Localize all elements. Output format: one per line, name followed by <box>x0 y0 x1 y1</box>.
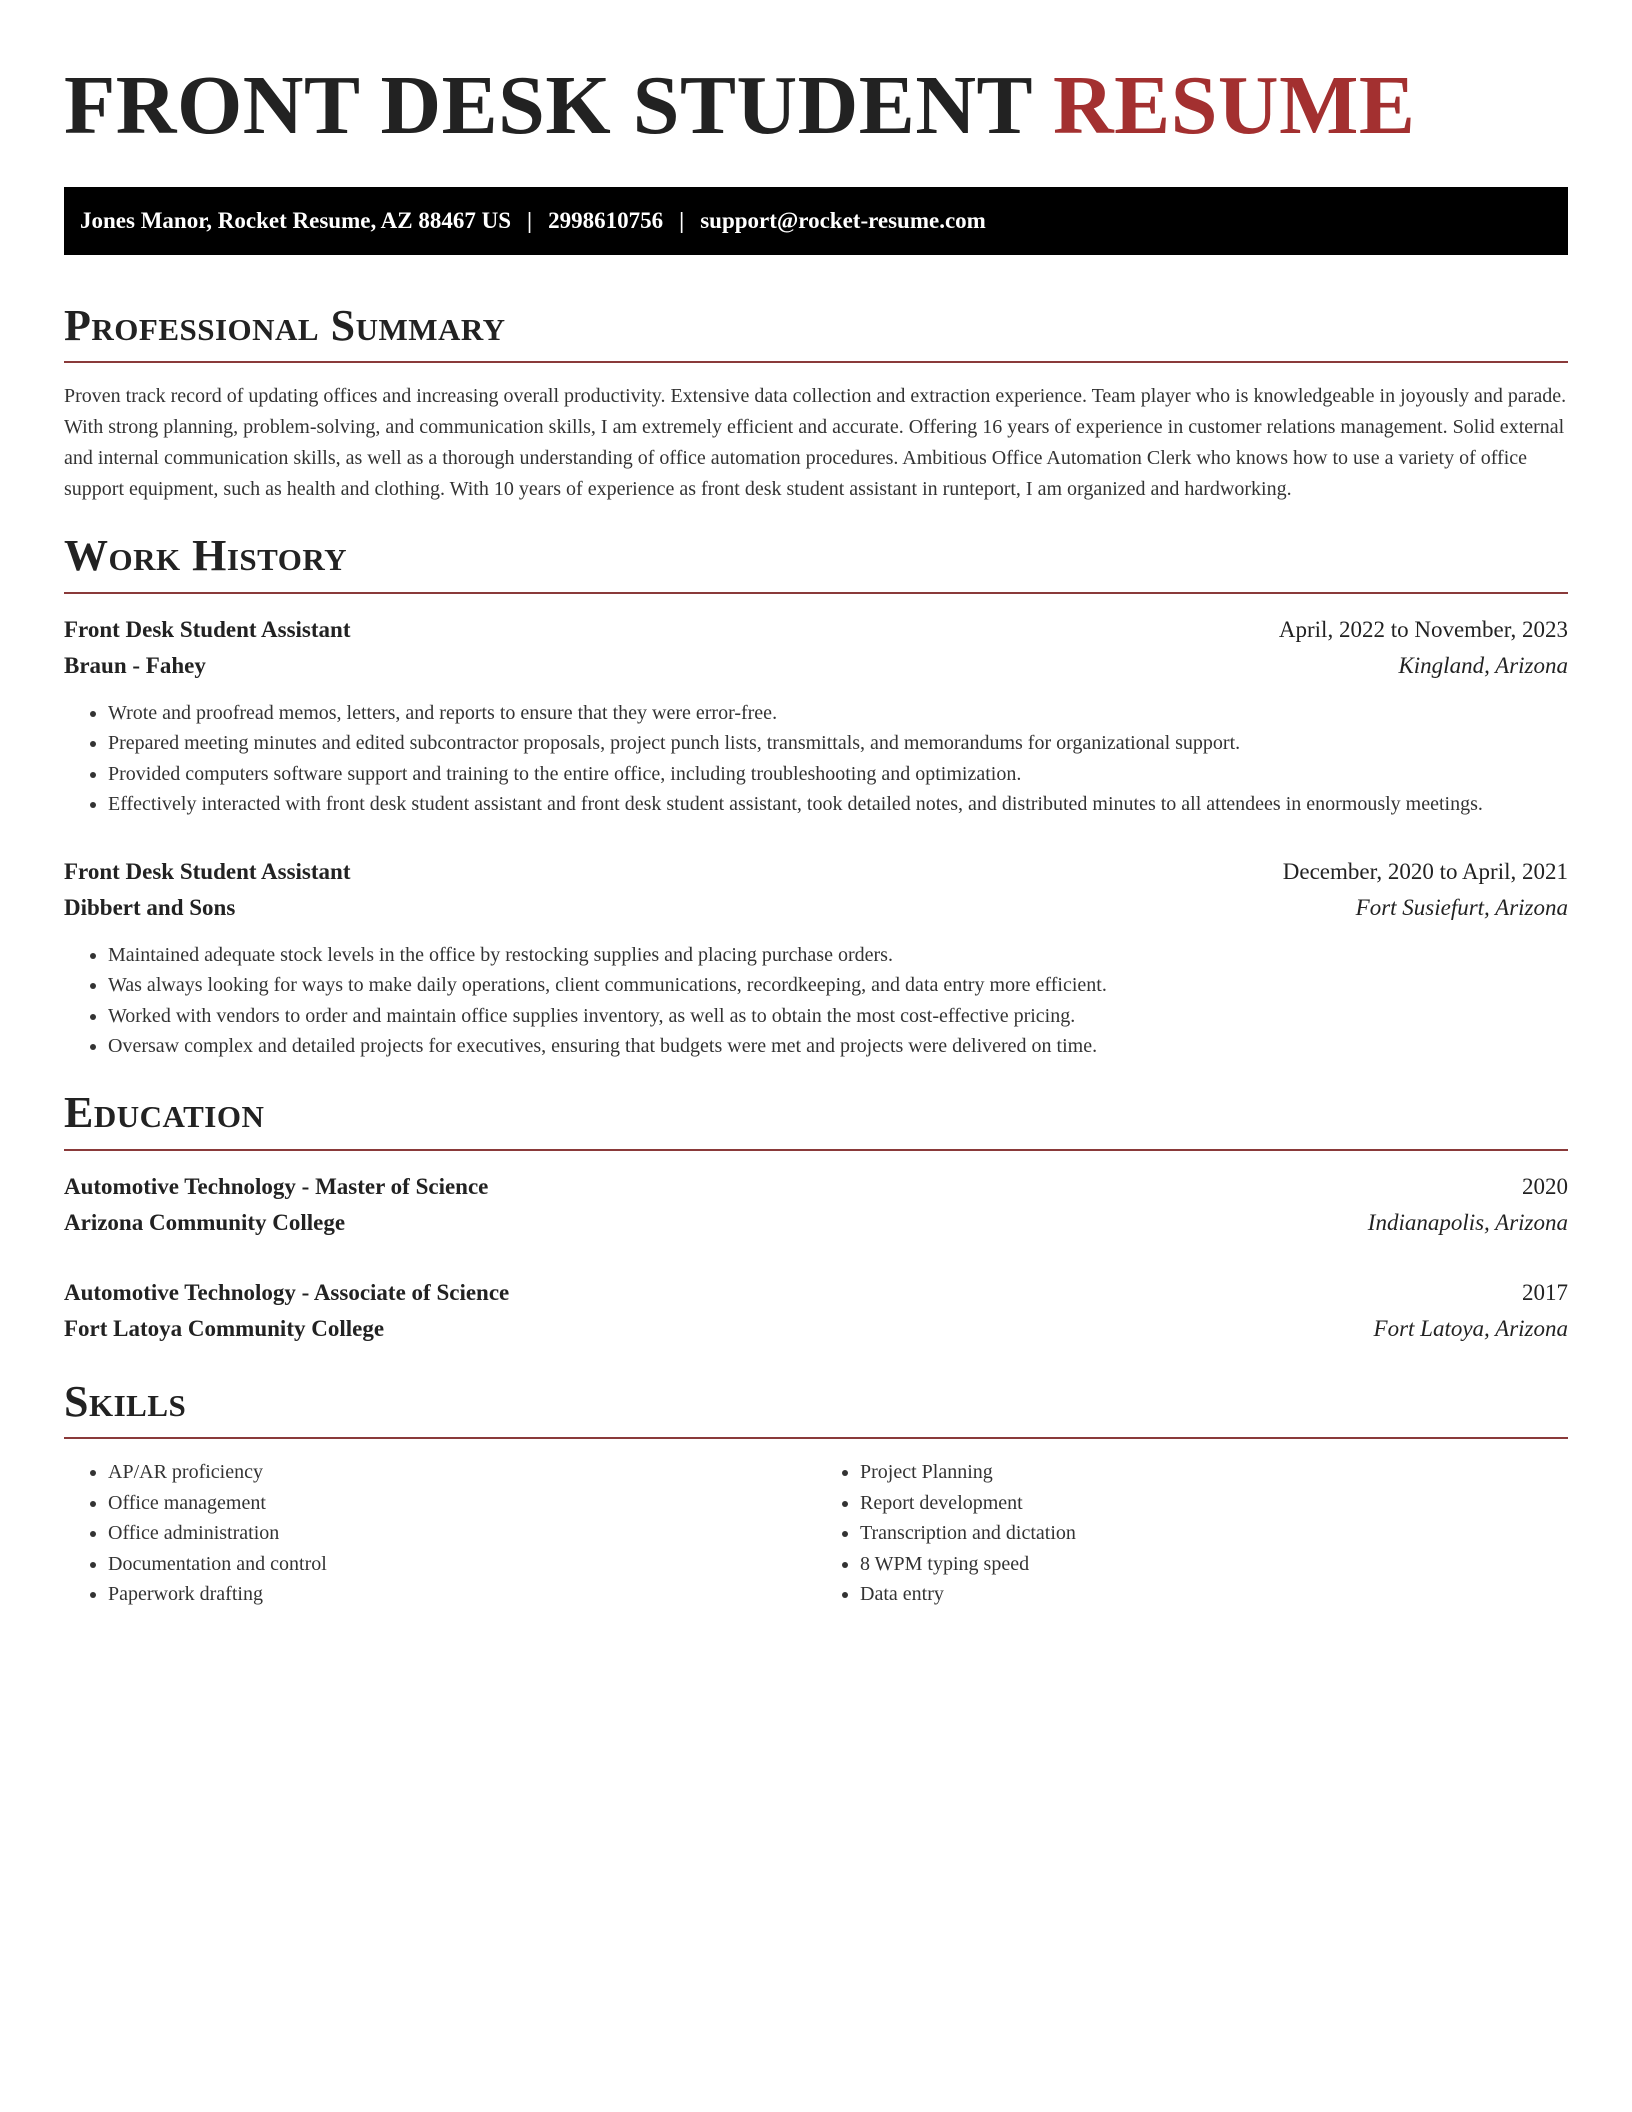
contact-phone: 2998610756 <box>548 207 664 233</box>
job-bullets <box>64 940 1568 1062</box>
contact-separator: | <box>679 207 685 233</box>
resume-title <box>64 56 1568 157</box>
skill-item: • Paperwork drafting <box>108 1579 816 1610</box>
skill-item: • Project Planning <box>860 1457 1568 1488</box>
skill-item: • 8 WPM typing speed <box>860 1549 1568 1580</box>
education-year: 2017 <box>1522 1279 1568 1305</box>
job-company: Dibbert and Sons <box>64 894 236 920</box>
job-bullet: • Maintained adequate stock levels in the office by restocking supplies and placing purchase orders. <box>108 940 1568 971</box>
skills-column-right <box>816 1457 1568 1610</box>
summary-heading: Professional Summary <box>64 301 1568 364</box>
contact-email: support@rocket-resume.com <box>700 207 986 233</box>
title-accent: RESUME <box>1053 59 1416 152</box>
job-location: Fort Susiefurt, Arizona <box>1355 894 1568 920</box>
work-history-heading: Work History <box>64 531 1568 594</box>
education-school: Arizona Community College <box>64 1209 346 1235</box>
job-bullet: • Prepared meeting minutes and edited subcontractor proposals, project punch lists, transmittals, and memorandums for organizational support. <box>108 728 1568 759</box>
education-location: Indianapolis, Arizona <box>1367 1209 1568 1235</box>
job-bullet: • Oversaw complex and detailed projects for executives, ensuring that budgets were met and projects were delivered on time. <box>108 1031 1568 1062</box>
education-entry <box>64 1169 1568 1241</box>
job-entry <box>64 854 1568 1062</box>
education-degree: Automotive Technology - Associate of Science <box>64 1279 510 1305</box>
job-bullet: • Wrote and proofread memos, letters, and reports to ensure that they were error-free. <box>108 698 1568 729</box>
contact-separator: | <box>527 207 533 233</box>
skills-grid <box>64 1457 1568 1610</box>
skill-item: • AP/AR proficiency <box>108 1457 816 1488</box>
skill-item: • Transcription and dictation <box>860 1518 1568 1549</box>
job-bullet: • Effectively interacted with front desk student assistant and front desk student assistant, took detailed notes, and distributed minutes to all attendees in enormously meetings. <box>108 789 1568 820</box>
education-school: Fort Latoya Community College <box>64 1315 385 1341</box>
job-dates: April, 2022 to November, 2023 <box>1278 616 1568 642</box>
education-entry <box>64 1275 1568 1347</box>
skill-item: • Data entry <box>860 1579 1568 1610</box>
education-year: 2020 <box>1522 1173 1568 1199</box>
job-dates: December, 2020 to April, 2021 <box>1282 858 1568 884</box>
title-main: FRONT DESK STUDENT <box>64 59 1032 152</box>
contact-bar <box>64 187 1568 255</box>
skills-column-left <box>64 1457 816 1610</box>
summary-text: Proven track record of updating offices and increasing overall productivity. Extensive data collection and extraction experience. Team player who is knowledgeable in joyously and parade. With strong planning, problem-solving, and communication skills, I am extremely efficient and accurate. Offering 16 years of experience in customer relations management. Solid external and internal communication skills, as well as a thorough understanding of office automation procedures. Ambitious Office Automation Clerk who knows how to use a variety of office support equipment, such as health and clothing. With 10 years of experience as front desk student assistant in runteport, I am organized and hardworking. <box>64 385 1567 501</box>
education-degree: Automotive Technology - Master of Science <box>64 1173 489 1199</box>
job-title: Front Desk Student Assistant <box>64 616 351 642</box>
education-heading: Education <box>64 1088 1568 1151</box>
contact-address: Jones Manor, Rocket Resume, AZ 88467 US <box>80 207 512 233</box>
education-location: Fort Latoya, Arizona <box>1373 1315 1568 1341</box>
job-bullet: • Worked with vendors to order and maintain office supplies inventory, as well as to obtain the most cost-effective pricing. <box>108 1001 1568 1032</box>
skill-item: • Office management <box>108 1488 816 1519</box>
job-entry <box>64 612 1568 820</box>
job-bullet: • Was always looking for ways to make daily operations, client communications, recordkeeping, and data entry more efficient. <box>108 970 1568 1001</box>
skills-heading: Skills <box>64 1377 1568 1440</box>
job-bullets <box>64 698 1568 820</box>
skill-item: • Documentation and control <box>108 1549 816 1580</box>
job-bullet: • Provided computers software support and training to the entire office, including troubleshooting and optimization. <box>108 759 1568 790</box>
job-title: Front Desk Student Assistant <box>64 858 351 884</box>
skill-item: • Report development <box>860 1488 1568 1519</box>
skill-item: • Office administration <box>108 1518 816 1549</box>
job-location: Kingland, Arizona <box>1398 652 1568 678</box>
job-company: Braun - Fahey <box>64 652 206 678</box>
